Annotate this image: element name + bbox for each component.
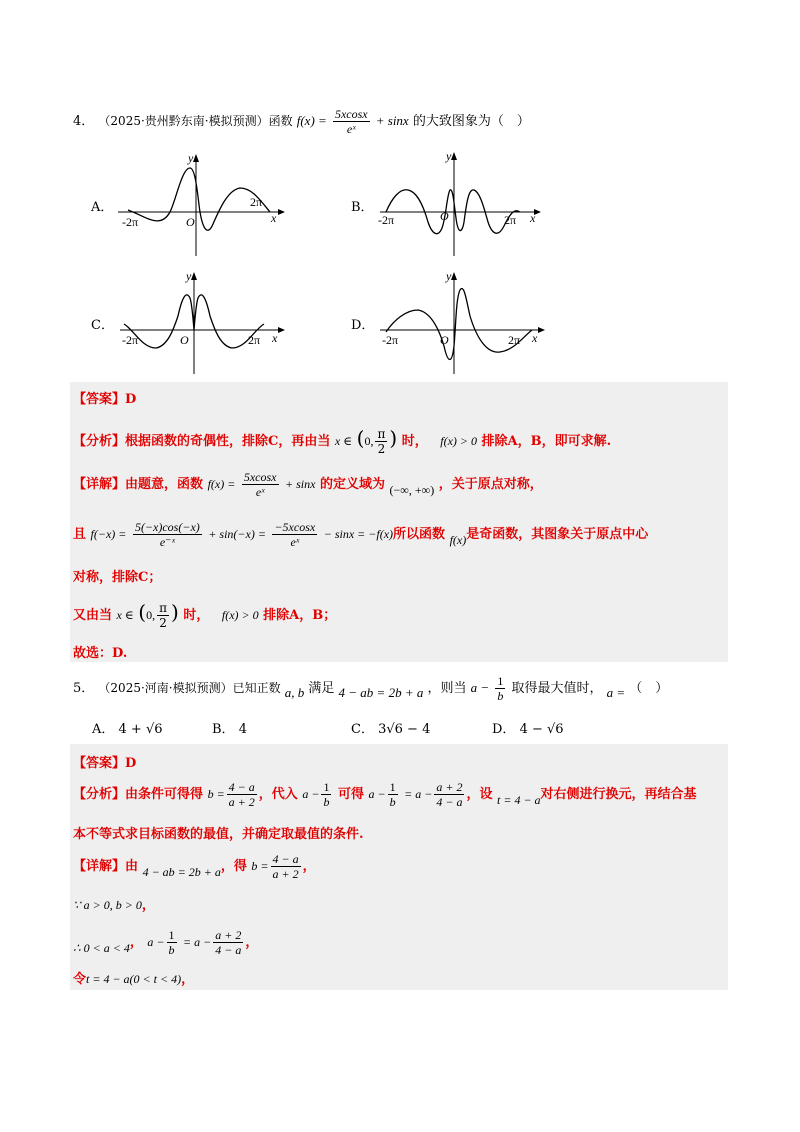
q5-an-c: 可得 [337, 787, 364, 802]
q4-a-origin: O [186, 215, 195, 229]
q4-l2-fx: f(x) [449, 533, 467, 547]
q4-a-y: y [188, 151, 194, 165]
q5-d-a: 由 [125, 859, 139, 874]
q4-detail-c: ，关于原点对称， [438, 477, 543, 492]
q5-an-frac [227, 780, 257, 809]
q4-l2-c: 是奇函数，其图象关于原点中心 [466, 527, 649, 542]
q5-d-frac-d: a + 2 [272, 867, 299, 881]
q5-detail-line3 [73, 928, 258, 957]
q5-cond: 4 − ab = 2b + a [338, 685, 424, 700]
q5-an-expr2: a − [368, 787, 386, 801]
q5-ask-paren: （ ） [629, 681, 669, 696]
q4-func-frac [333, 107, 370, 136]
q5-expr-one: 1 [497, 674, 504, 688]
q4-analysis-c: 排除A，B，即可求解. [481, 434, 612, 449]
q4-number: 4． [73, 114, 95, 129]
q5-source: （2025·河南·模拟预测）已知正数 [98, 681, 281, 695]
q5-l3-expr: a − [147, 935, 165, 949]
q4-d-y: y [446, 269, 452, 283]
q4-analysis-x: x ∈ [334, 434, 353, 448]
q4-analysis [73, 426, 611, 456]
q4-detail-fx: f(x) = [207, 477, 236, 491]
q5-l2-end: ， [141, 898, 155, 913]
q5-l3-sep: ， [129, 935, 143, 950]
q4-d-neg: -2π [382, 333, 399, 347]
q5-an-frac-d: a + 2 [228, 795, 255, 809]
q4-detail-line4 [73, 600, 336, 630]
q5-analysis-line1 [73, 780, 697, 809]
q5-an-expr1-b: b [323, 795, 330, 809]
q4-source: （2025·贵州黔东南·模拟预测）函数 [98, 114, 293, 128]
q4-detail-b: 的定义域为 [320, 477, 386, 492]
q5-d-frac-n: 4 − a [272, 852, 299, 866]
q4-func-den: eˣ [346, 122, 356, 136]
q4-option-d-graph [372, 268, 547, 378]
q4-l4-pi: π [159, 601, 167, 615]
q5-an-frac2-d: 4 − a [436, 795, 463, 809]
q5-opt-a-label: A． [92, 722, 115, 737]
q5-an-a: 由条件可得得 [125, 787, 204, 802]
q4-option-b-graph [372, 148, 542, 258]
q5-d-c: ， [302, 859, 316, 874]
q5-an-b: ，代入 [258, 787, 298, 802]
q4-detail-line3: 对称，排除C； [73, 570, 162, 585]
q4-l4-int: 0, [146, 608, 156, 622]
q5-an-e: 对右侧进行换元，再结合基 [540, 787, 697, 802]
q5-cond-b: ，则当 [427, 681, 467, 696]
q5-an-expr1-frac [321, 780, 331, 809]
q4-analysis-lparen: ( [356, 426, 365, 450]
q5-l4-a: 令 [73, 972, 87, 987]
q5-l3-end: ， [245, 935, 259, 950]
q5-expr-frac [495, 674, 505, 703]
q5-l3-one: 1 [168, 928, 175, 942]
q4-detail-tail: + sinx [285, 477, 316, 491]
q5-an-b-eq: b = [207, 787, 225, 801]
q5-an-expr2-frac [388, 780, 398, 809]
q4-l2-num1: 5(−x)cos(−x) [134, 520, 200, 534]
q5-l4-t: t = 4 − a(0 < t < 4) [86, 972, 182, 986]
q4-l4-pi-frac [157, 601, 169, 630]
q5-l3-frac2 [213, 928, 243, 957]
q4-detail-line1 [73, 470, 543, 499]
q4-b-x: x [530, 211, 536, 225]
q5-cond-a: 满足 [308, 681, 335, 696]
q5-opt-b-value: 4 [238, 722, 247, 737]
q4-l4-rparen: ) [171, 600, 179, 624]
q4-d-pos: 2π [508, 333, 521, 347]
q5-detail-line1 [73, 852, 316, 881]
q5-opt-c-label: C． [351, 722, 374, 737]
q4-l4-fx: f(x) > 0 [221, 608, 259, 622]
q4-b-pos: 2π [504, 213, 517, 227]
q4-detail-line5: 故选：D. [73, 646, 128, 661]
q4-l2-den2: eˣ [290, 535, 300, 549]
q5-an-expr2-one: 1 [389, 780, 396, 794]
q5-an-expr2-b: b [389, 795, 396, 809]
q5-an-expr1-one: 1 [323, 780, 330, 794]
q4-l2-frac1 [133, 520, 202, 549]
q4-option-c-label: C． [91, 318, 114, 333]
q4-detail-domain: (−∞, +∞) [389, 483, 435, 497]
q4-option-d-label: D． [351, 318, 375, 333]
q5-vars: a, b [284, 685, 305, 700]
q4-l4-two: 2 [159, 616, 167, 630]
q4-l2-a: 且 [73, 527, 87, 542]
q5-opt-c-value: 3√6 − 4 [378, 722, 431, 737]
q4-c-neg: -2π [122, 333, 139, 347]
q4-d-origin: O [440, 333, 449, 347]
q5-option-c [351, 718, 430, 737]
q4-c-x: x [272, 331, 278, 345]
q5-number: 5． [73, 681, 95, 696]
q4-l2-lhs: f(−x) = [90, 527, 127, 541]
q4-l4-x: x ∈ [116, 608, 134, 622]
q4-func-tail: + sinx [375, 113, 409, 128]
q4-detail-num: 5xcosx [243, 470, 277, 484]
q4-l2-frac2 [272, 520, 317, 549]
q4-analysis-two: 2 [377, 442, 386, 456]
q4-detail-a: 由题意，函数 [125, 477, 204, 492]
q4-analysis-pi-frac [375, 427, 387, 456]
q5-option-d [492, 718, 564, 737]
q5-l3: ∴ 0 < a < 4 [73, 941, 130, 955]
q4-c-pos: 2π [248, 333, 261, 347]
q5-option-a [92, 718, 163, 737]
q5-an-t: t = 4 − a [497, 793, 541, 807]
q5-l3-frac2-n: a + 2 [215, 928, 242, 942]
q4-analysis-pi: π [377, 427, 386, 441]
q5-detail-line4 [73, 968, 194, 987]
q5-l3-b: b [168, 943, 175, 957]
q4-b-neg: -2π [378, 213, 395, 227]
q4-detail-den: eˣ [255, 485, 265, 499]
q5-stem [73, 674, 668, 703]
q5-d-b-eq: b = [251, 859, 269, 873]
q4-b-origin: O [440, 209, 449, 223]
q4-answer: 【答案】D [73, 392, 137, 407]
q5-answer: 【答案】D [73, 756, 137, 771]
q5-d-b: ，得 [220, 859, 247, 874]
q4-l4-b: 时， [183, 608, 210, 623]
q5-d-eq: 4 − ab = 2b + a [142, 865, 221, 879]
q4-analysis-rparen: ) [389, 426, 398, 450]
q4-analysis-a: 根据函数的奇偶性，排除C，再由当 [125, 434, 331, 449]
q4-detail-line2 [73, 520, 648, 549]
q5-detail-line2 [73, 894, 155, 913]
q4-l2-b: 所以函数 [393, 527, 446, 542]
q5-an-eq: = a − [404, 787, 433, 801]
q4-analysis-b: 时， [401, 434, 428, 449]
q4-option-b-label: B． [351, 200, 374, 215]
q4-analysis-int: 0, [364, 434, 374, 448]
q4-detail-frac [242, 470, 279, 499]
q5-l4-end: ， [181, 972, 195, 987]
q5-l3-frac2-d: 4 − a [215, 943, 242, 957]
q4-c-y: y [186, 269, 192, 283]
q4-l2-num2: −5xcosx [274, 520, 316, 534]
q4-l4-c: 排除A，B； [263, 608, 337, 623]
q5-l2: ∵ a > 0, b > 0 [73, 898, 142, 912]
q5-l3-eq: = a − [183, 935, 212, 949]
q5-an-frac2 [434, 780, 464, 809]
q4-l2-den1: e⁻ˣ [159, 535, 175, 549]
q4-func-lhs: f(x) = [296, 113, 327, 128]
q5-opt-d-label: D． [492, 722, 516, 737]
q5-an-frac2-n: a + 2 [436, 780, 463, 794]
q4-c-origin: O [180, 333, 189, 347]
q4-option-a-graph [110, 150, 285, 260]
q5-opt-b-label: B． [212, 722, 235, 737]
q4-l4-a: 又由当 [73, 608, 113, 623]
q5-expr-b: b [497, 689, 504, 703]
q4-d-x: x [532, 331, 538, 345]
q5-analysis-tag: 【分析】 [73, 787, 126, 802]
q4-l2-end: − sinx = −f(x) [323, 527, 394, 541]
q5-l3-frac1 [167, 928, 177, 957]
q5-detail-tag: 【详解】 [73, 859, 126, 874]
q4-l4-lparen: ( [138, 600, 147, 624]
q5-an-frac-n: 4 − a [228, 780, 255, 794]
q4-l2-mid: + sin(−x) = [208, 527, 266, 541]
q5-cond-c: 取得最大值时， [511, 681, 603, 696]
q4-a-x: x [271, 211, 277, 225]
q4-a-pos: 2π [250, 195, 263, 209]
q5-d-frac [271, 852, 301, 881]
q5-option-b [212, 718, 247, 737]
q4-analysis-tag: 【分析】 [73, 434, 126, 449]
q4-b-y: y [446, 149, 452, 163]
q4-ask: 的大致图象为（ ） [412, 114, 530, 129]
q4-option-a-label: A． [91, 200, 114, 215]
q4-a-neg: -2π [122, 215, 139, 229]
q5-opt-a-value: 4 + √6 [118, 722, 163, 737]
q4-func-num: 5xcosx [334, 107, 368, 121]
q5-opt-d-value: 4 − √6 [519, 722, 564, 737]
q5-analysis-line2: 本不等式求目标函数的最值，并确定取最值的条件. [73, 827, 364, 842]
q4-detail-tag: 【详解】 [73, 477, 126, 492]
q5-an-expr1: a − [302, 787, 320, 801]
q4-option-c-graph [112, 268, 287, 378]
q4-analysis-fx: f(x) > 0 [440, 434, 477, 448]
q5-ask-var: a = [606, 685, 626, 700]
q5-an-d: ，设 [466, 787, 493, 802]
q5-expr-a: a − [470, 680, 490, 695]
q4-stem [73, 107, 530, 136]
